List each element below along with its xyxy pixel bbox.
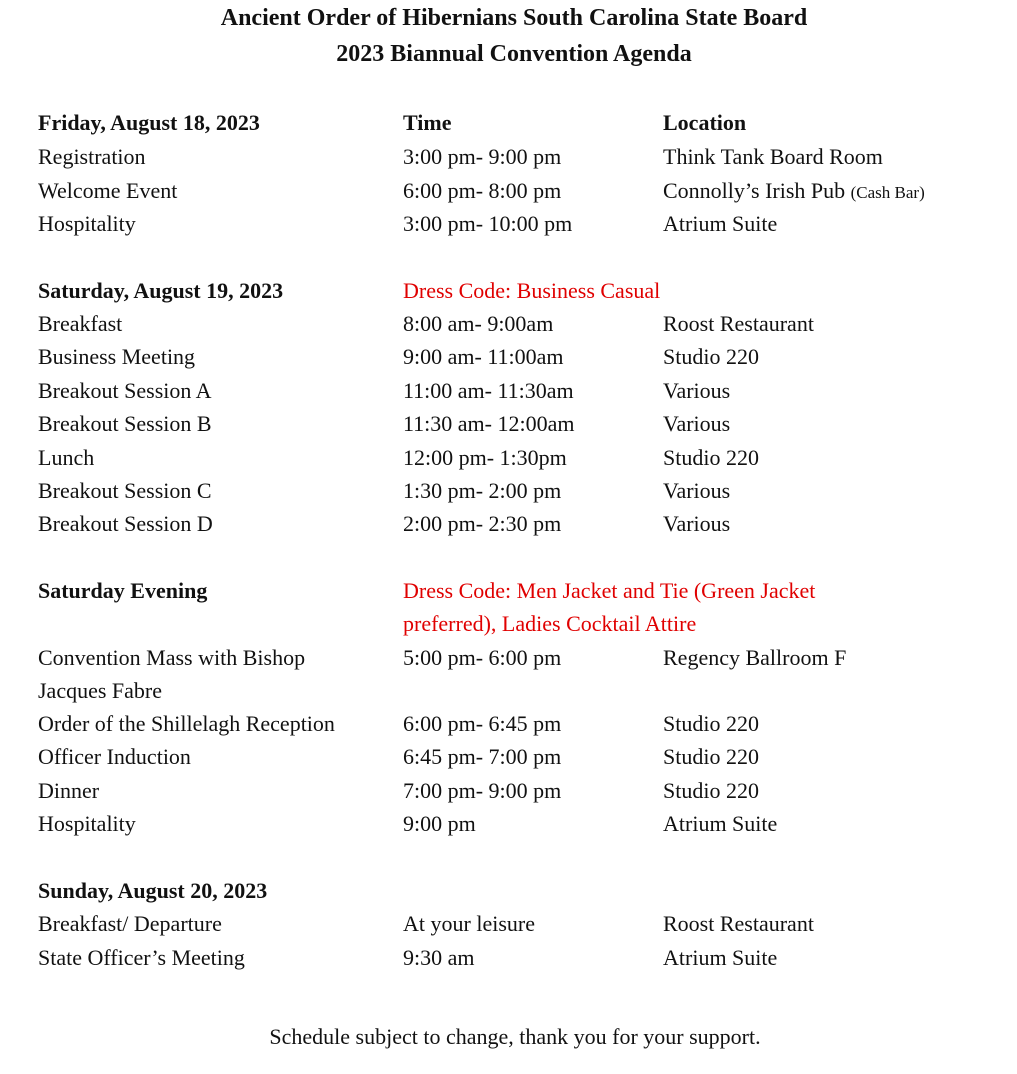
event-time: 12:00 pm- 1:30pm — [403, 445, 567, 470]
dress-code-note: Dress Code: Business Casual — [403, 278, 661, 303]
event-location: Atrium Suite — [663, 811, 778, 836]
agenda-row — [0, 307, 1017, 341]
schedule-footer-note: Schedule subject to change, thank you for your support. — [269, 1024, 761, 1049]
event-time: 2:00 pm- 2:30 pm — [403, 511, 562, 536]
event-name: Breakout Session D — [38, 511, 213, 536]
agenda-row — [0, 774, 1017, 808]
agenda-row — [0, 374, 1017, 408]
event-time: 7:00 pm- 9:00 pm — [403, 778, 562, 803]
agenda-row-continuation — [0, 674, 1017, 708]
agenda-row — [0, 807, 1017, 841]
event-name: Hospitality — [38, 811, 136, 836]
dress-code-continuation-row — [0, 607, 1017, 641]
event-name: Breakout Session C — [38, 478, 212, 503]
event-time: 9:00 pm — [403, 811, 476, 836]
event-name: Business Meeting — [38, 344, 196, 369]
sunday-heading: Sunday, August 20, 2023 — [38, 878, 268, 903]
event-time: 3:00 pm- 10:00 pm — [403, 211, 573, 236]
agenda-row — [0, 140, 1017, 174]
agenda-row — [0, 941, 1017, 975]
event-location: Studio 220 — [663, 778, 759, 803]
event-location: Various — [663, 511, 731, 536]
friday-heading: Friday, August 18, 2023 — [38, 110, 260, 135]
event-location: Studio 220 — [663, 344, 759, 369]
agenda-subtitle: 2023 Biannual Convention Agenda — [336, 41, 692, 67]
event-name: State Officer’s Meeting — [38, 945, 245, 970]
event-time: 6:45 pm- 7:00 pm — [403, 744, 562, 769]
time-column-header: Time — [403, 110, 452, 135]
sunday-header-row — [0, 874, 1017, 908]
event-time: 5:00 pm- 6:00 pm — [403, 645, 562, 670]
agenda-row — [0, 474, 1017, 508]
event-name: Breakout Session A — [38, 378, 212, 403]
event-name: Welcome Event — [38, 178, 178, 203]
location-column-header: Location — [663, 110, 747, 135]
event-name: Breakfast/ Departure — [38, 911, 222, 936]
event-location: Various — [663, 378, 731, 403]
event-location-note: (Cash Bar) — [850, 183, 925, 202]
agenda-row — [0, 707, 1017, 741]
agenda-row — [0, 174, 1017, 208]
event-time: 8:00 am- 9:00am — [403, 311, 554, 336]
event-name: Officer Induction — [38, 744, 191, 769]
saturday-evening-header-row — [0, 574, 1017, 608]
agenda-row — [0, 641, 1017, 675]
event-location: Various — [663, 478, 731, 503]
event-location: Atrium Suite — [663, 945, 778, 970]
saturday-evening-heading: Saturday Evening — [38, 578, 208, 603]
event-location: Atrium Suite — [663, 211, 778, 236]
event-location: Studio 220 — [663, 744, 759, 769]
event-location: Roost Restaurant — [663, 911, 814, 936]
event-location: Studio 220 — [663, 445, 759, 470]
event-name: Order of the Shillelagh Reception — [38, 711, 335, 736]
event-name: Breakfast — [38, 311, 123, 336]
event-name: Lunch — [38, 445, 95, 470]
saturday-heading: Saturday, August 19, 2023 — [38, 278, 284, 303]
event-name: Dinner — [38, 778, 100, 803]
event-time: 6:00 pm- 8:00 pm — [403, 178, 562, 203]
agenda-row — [0, 340, 1017, 374]
event-location: Studio 220 — [663, 711, 759, 736]
event-time: 11:30 am- 12:00am — [403, 411, 575, 436]
friday-header-row — [0, 106, 1017, 140]
event-location: Connolly’s Irish Pub — [663, 178, 846, 203]
agenda-row — [0, 740, 1017, 774]
event-time: At your leisure — [403, 911, 535, 936]
dress-code-note: Dress Code: Men Jacket and Tie (Green Jacket — [403, 578, 816, 603]
event-time: 1:30 pm- 2:00 pm — [403, 478, 562, 503]
event-location-group — [663, 174, 925, 210]
agenda-row — [0, 907, 1017, 941]
dress-code-note-continued: preferred), Ladies Cocktail Attire — [403, 611, 697, 636]
agenda-row — [0, 441, 1017, 475]
event-time: 9:00 am- 11:00am — [403, 344, 564, 369]
agenda-title: Ancient Order of Hibernians South Carolina State Board — [220, 5, 808, 31]
event-time: 3:00 pm- 9:00 pm — [403, 144, 562, 169]
event-time: 11:00 am- 11:30am — [403, 378, 574, 403]
event-name: Registration — [38, 144, 146, 169]
event-name-continued: Jacques Fabre — [38, 678, 163, 703]
event-name: Breakout Session B — [38, 411, 212, 436]
agenda-row — [0, 207, 1017, 241]
agenda-row — [0, 507, 1017, 541]
event-location: Regency Ballroom F — [663, 645, 847, 670]
event-location: Roost Restaurant — [663, 311, 814, 336]
agenda-row — [0, 407, 1017, 441]
event-location: Think Tank Board Room — [663, 144, 883, 169]
event-location: Various — [663, 411, 731, 436]
event-name: Hospitality — [38, 211, 136, 236]
event-time: 9:30 am — [403, 945, 475, 970]
event-name: Convention Mass with Bishop — [38, 645, 306, 670]
event-time: 6:00 pm- 6:45 pm — [403, 711, 562, 736]
saturday-header-row — [0, 274, 1017, 308]
